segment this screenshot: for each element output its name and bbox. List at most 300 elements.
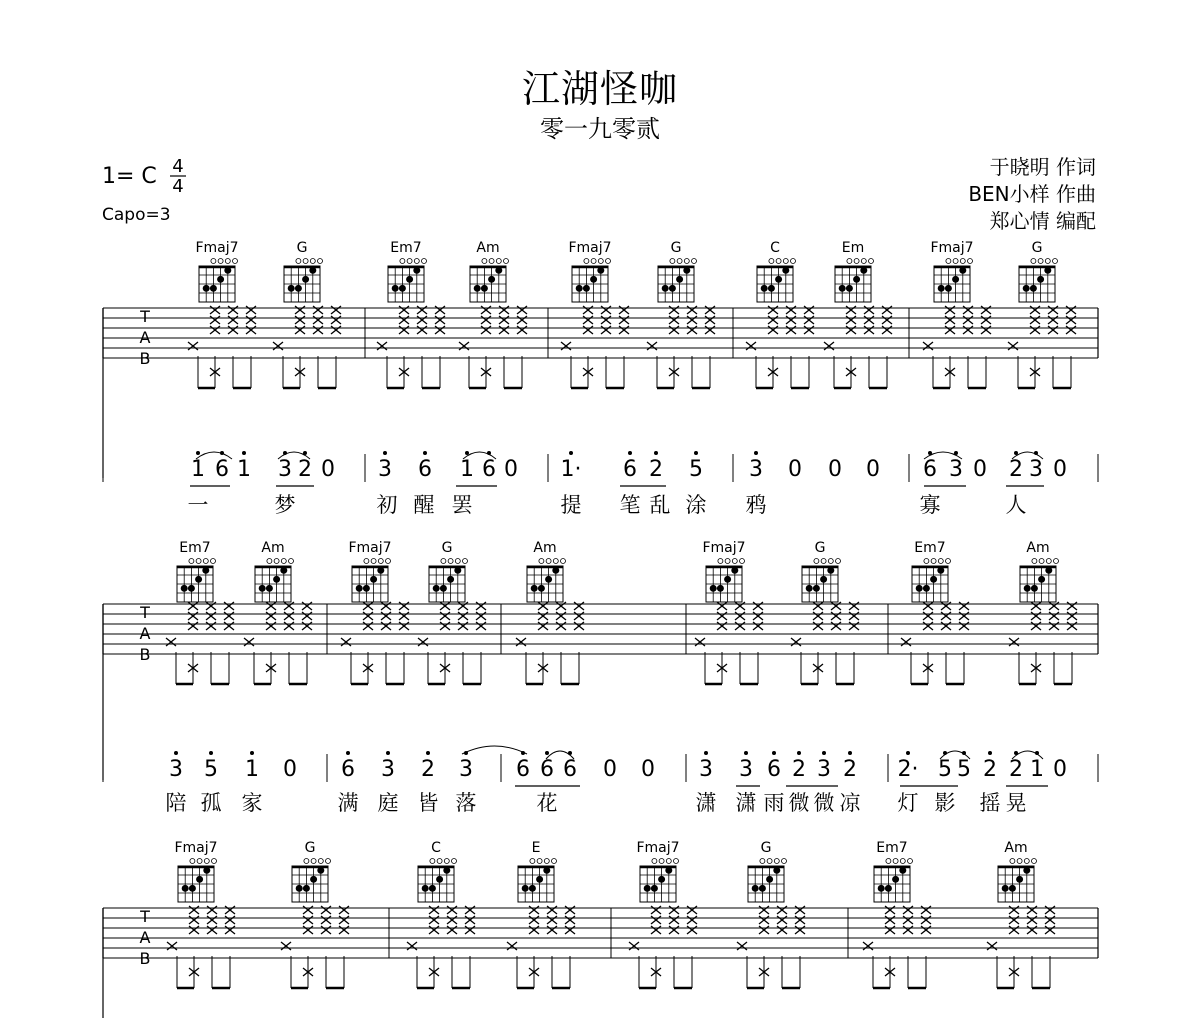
octave-dot (545, 751, 549, 755)
jianpu-note: 6 (923, 457, 937, 482)
open-string-marker (836, 559, 841, 564)
open-string-marker (189, 559, 194, 564)
chord-name: Am (261, 540, 285, 556)
open-string-marker (946, 259, 951, 264)
finger-dot (280, 567, 287, 574)
chord-diagram (702, 540, 745, 602)
open-string-marker (684, 259, 689, 264)
strum-mark (529, 926, 539, 934)
strum-mark (189, 906, 199, 914)
lyric-char: 潇 (695, 791, 717, 815)
bass-note-mark (281, 942, 291, 950)
tab-letter-b: B (139, 349, 151, 368)
bass-note-mark (561, 342, 571, 350)
bass-note-mark (166, 638, 176, 646)
strum-mark (565, 926, 575, 934)
bass-note-mark (987, 942, 997, 950)
jianpu-note: 6 (215, 457, 229, 482)
strum-mark (959, 622, 969, 630)
strum-mark (849, 612, 859, 620)
strum-mark (302, 602, 312, 610)
strum-mark (777, 906, 787, 914)
finger-dot (188, 585, 195, 592)
strum-mark (831, 602, 841, 610)
finger-dot (669, 285, 676, 292)
open-string-marker (489, 259, 494, 264)
finger-dot (1037, 276, 1044, 283)
open-string-marker (769, 259, 774, 264)
open-string-marker (386, 559, 391, 564)
strum-mark (959, 612, 969, 620)
strum-mark (963, 306, 973, 314)
strum-mark (786, 306, 796, 314)
strum-mark (963, 326, 973, 334)
strum-mark (959, 602, 969, 610)
chord-name: Em7 (876, 840, 908, 856)
finger-dot (266, 585, 273, 592)
strum-mark (1027, 916, 1037, 924)
finger-dot (370, 576, 377, 583)
finger-dot (644, 885, 651, 892)
strum-mark (687, 906, 697, 914)
octave-dot (383, 451, 387, 455)
strum-mark (465, 926, 475, 934)
lyric-char: 微 (813, 791, 835, 815)
jianpu-note: 0 (283, 757, 297, 782)
strum-mark (1048, 326, 1058, 334)
finger-dot (406, 276, 413, 283)
strum-mark (207, 926, 217, 934)
open-string-marker (606, 259, 611, 264)
finger-dot (959, 267, 966, 274)
strum-mark (228, 326, 238, 334)
strum-mark (687, 916, 697, 924)
finger-dot (665, 867, 672, 874)
jianpu-note: 2 (983, 757, 997, 782)
finger-dot (1002, 885, 1009, 892)
open-string-marker (869, 259, 874, 264)
open-string-marker (960, 259, 965, 264)
chord-name: Am (476, 240, 500, 256)
strum-mark (601, 316, 611, 324)
strum-mark (885, 916, 895, 924)
strum-mark (583, 316, 593, 324)
strum-mark (517, 326, 527, 334)
jianpu-note: 3 (459, 757, 473, 782)
finger-dot (1024, 585, 1031, 592)
strum-mark (339, 926, 349, 934)
finger-dot (731, 567, 738, 574)
open-string-marker (1039, 559, 1044, 564)
jianpu-note: 2 (843, 757, 857, 782)
chord-diagram (418, 840, 457, 902)
chord-name: C (770, 240, 780, 256)
strum-mark (945, 316, 955, 324)
finger-dot (590, 276, 597, 283)
octave-dot (988, 751, 992, 755)
strum-mark (753, 622, 763, 630)
finger-dot (189, 885, 196, 892)
strum-mark (717, 612, 727, 620)
finger-dot (522, 885, 529, 892)
tab-staff (103, 906, 1098, 988)
strum-mark (476, 612, 486, 620)
chord-diagram (470, 240, 509, 302)
chord-diagram (388, 240, 427, 302)
finger-dot (938, 285, 945, 292)
open-string-marker (267, 559, 272, 564)
strum-mark (440, 612, 450, 620)
bass-note-mark (516, 638, 526, 646)
open-string-marker (718, 559, 723, 564)
open-string-marker (311, 859, 316, 864)
open-string-marker (931, 559, 936, 564)
finger-dot (1044, 267, 1051, 274)
finger-dot (413, 267, 420, 274)
open-string-marker (670, 259, 675, 264)
finger-dot (839, 285, 846, 292)
strum-mark (945, 306, 955, 314)
strum-mark (735, 622, 745, 630)
tab-letter-b: B (139, 949, 151, 968)
strum-mark (921, 916, 931, 924)
strum-mark (1031, 622, 1041, 630)
strum-mark (583, 326, 593, 334)
jianpu-note: 1 (237, 457, 251, 482)
strum-mark (651, 906, 661, 914)
strum-mark (687, 926, 697, 934)
chord-name: Em7 (390, 240, 422, 256)
jianpu-note: 3 (381, 757, 395, 782)
open-string-marker (211, 559, 216, 564)
strum-mark (313, 316, 323, 324)
open-string-marker (1017, 859, 1022, 864)
bass-note-mark (1008, 342, 1018, 350)
strum-mark (363, 602, 373, 610)
open-string-marker (893, 859, 898, 864)
jianpu-note: 5 (689, 457, 703, 482)
open-string-marker (318, 859, 323, 864)
finger-dot (878, 885, 885, 892)
strum-mark (547, 906, 557, 914)
strum-mark (923, 612, 933, 620)
finger-dot (885, 885, 892, 892)
strum-mark (831, 622, 841, 630)
finger-dot (1023, 867, 1030, 874)
strum-mark (864, 306, 874, 314)
strum-mark (1030, 316, 1040, 324)
open-string-marker (203, 559, 208, 564)
strum-mark (206, 622, 216, 630)
chord-diagram (177, 540, 216, 602)
strum-mark (601, 326, 611, 334)
strum-mark (517, 306, 527, 314)
finger-dot (1023, 285, 1030, 292)
jianpu-note: 2 (421, 757, 435, 782)
lyric-char: 罢 (451, 493, 473, 517)
finger-dot (488, 276, 495, 283)
finger-dot (1031, 585, 1038, 592)
strum-mark (882, 316, 892, 324)
strum-mark (759, 916, 769, 924)
chord-name: Em7 (179, 540, 211, 556)
strum-mark (1009, 926, 1019, 934)
strum-mark (759, 926, 769, 934)
finger-dot (782, 267, 789, 274)
open-string-marker (414, 259, 419, 264)
strum-mark (864, 326, 874, 334)
finger-dot (440, 585, 447, 592)
open-string-marker (924, 559, 929, 564)
bass-note-mark (377, 342, 387, 350)
strum-mark (864, 316, 874, 324)
tab-staff (103, 602, 1098, 684)
strum-mark (210, 316, 220, 324)
jianpu-note: 0 (504, 457, 518, 482)
strum-mark (1067, 602, 1077, 610)
jianpu-note: 0 (1053, 457, 1067, 482)
strum-mark (795, 906, 805, 914)
strum-mark (885, 926, 895, 934)
strum-mark (786, 326, 796, 334)
strum-mark (399, 602, 409, 610)
strum-mark (705, 306, 715, 314)
chord-name: G (296, 240, 308, 256)
open-string-marker (552, 859, 557, 864)
chord-name: G (670, 240, 682, 256)
strum-mark (331, 326, 341, 334)
finger-dot (538, 585, 545, 592)
open-string-marker (828, 559, 833, 564)
strum-mark (1049, 622, 1059, 630)
composer-credit: BEN小样 作曲 (968, 182, 1096, 206)
strum-mark (266, 622, 276, 630)
finger-dot (447, 576, 454, 583)
strum-mark (601, 306, 611, 314)
bass-note-mark (244, 638, 254, 646)
chord-diagram (636, 840, 679, 902)
finger-dot (759, 885, 766, 892)
finger-dot (1038, 576, 1045, 583)
strum-mark (1048, 316, 1058, 324)
strum-mark (804, 326, 814, 334)
open-string-marker (659, 859, 664, 864)
finger-dot (310, 876, 317, 883)
jianpu-note: 0 (603, 757, 617, 782)
chord-name: G (441, 540, 453, 556)
tab-letter-t: T (140, 307, 150, 326)
finger-dot (288, 285, 295, 292)
strum-mark (846, 316, 856, 324)
strum-mark (481, 326, 491, 334)
finger-dot (210, 285, 217, 292)
strum-mark (669, 316, 679, 324)
strum-mark (207, 916, 217, 924)
strum-mark (529, 906, 539, 914)
finger-dot (676, 276, 683, 283)
finger-dot (945, 285, 952, 292)
open-string-marker (544, 859, 549, 864)
strum-mark (429, 926, 439, 934)
finger-dot (827, 567, 834, 574)
strum-mark (321, 916, 331, 924)
finger-dot (454, 567, 461, 574)
chord-name: G (304, 840, 316, 856)
finger-dot (195, 576, 202, 583)
lyric-char: 满 (337, 791, 359, 815)
strum-mark (246, 306, 256, 314)
finger-dot (813, 585, 820, 592)
strum-mark (777, 926, 787, 934)
octave-dot (772, 751, 776, 755)
jianpu-note: 3 (949, 457, 963, 482)
chord-name: Em7 (914, 540, 946, 556)
strum-mark (583, 306, 593, 314)
open-string-marker (1046, 559, 1051, 564)
strum-mark (687, 306, 697, 314)
lyric-char: 乱 (649, 493, 671, 517)
strum-mark (1009, 906, 1019, 914)
strum-mark (1045, 926, 1055, 934)
lyricist-credit: 于晓明 作词 (989, 155, 1096, 179)
chord-diagram (518, 840, 557, 902)
strum-mark (210, 326, 220, 334)
open-string-marker (407, 259, 412, 264)
strum-mark (687, 316, 697, 324)
open-string-marker (196, 559, 201, 564)
strum-mark (435, 326, 445, 334)
strum-mark (302, 612, 312, 620)
finger-dot (806, 585, 813, 592)
strum-mark (517, 316, 527, 324)
chord-diagram (998, 840, 1037, 902)
strum-mark (529, 916, 539, 924)
strum-mark (381, 622, 391, 630)
lyric-char: 提 (560, 493, 582, 517)
chord-name: Am (533, 540, 557, 556)
strum-mark (499, 306, 509, 314)
strum-mark (768, 326, 778, 334)
finger-dot (399, 285, 406, 292)
finger-dot (651, 885, 658, 892)
bass-note-mark (737, 942, 747, 950)
strum-mark (795, 916, 805, 924)
finger-dot (552, 567, 559, 574)
strum-mark (295, 306, 305, 314)
octave-dot (569, 451, 573, 455)
open-string-marker (900, 859, 905, 864)
jianpu-note: 2 (1009, 757, 1023, 782)
chord-name: Fmaj7 (195, 240, 239, 256)
strum-mark (331, 306, 341, 314)
octave-dot (346, 751, 350, 755)
open-string-marker (666, 859, 671, 864)
strum-mark (189, 916, 199, 924)
finger-dot (576, 285, 583, 292)
strum-mark (284, 622, 294, 630)
strum-mark (849, 622, 859, 630)
open-string-marker (1024, 859, 1029, 864)
chord-name: Fmaj7 (636, 840, 680, 856)
chord-name: Fmaj7 (348, 540, 392, 556)
octave-dot (174, 751, 178, 755)
finger-dot (937, 567, 944, 574)
strum-mark (882, 306, 892, 314)
strum-mark (313, 306, 323, 314)
capo-label: Capo=3 (102, 205, 171, 225)
strum-mark (565, 906, 575, 914)
notation-row (103, 751, 1098, 815)
jianpu-note: 5 (938, 757, 952, 782)
finger-dot (543, 867, 550, 874)
strum-mark (941, 622, 951, 630)
octave-dot (822, 751, 826, 755)
strum-mark (476, 602, 486, 610)
finger-dot (662, 285, 669, 292)
open-string-marker (946, 559, 951, 564)
open-string-marker (318, 259, 323, 264)
strum-mark (339, 916, 349, 924)
open-string-marker (938, 559, 943, 564)
strum-mark (768, 306, 778, 314)
octave-dot (250, 751, 254, 755)
finger-dot (1009, 885, 1016, 892)
strum-mark (295, 316, 305, 324)
finger-dot (952, 276, 959, 283)
bass-note-mark (418, 638, 428, 646)
strum-mark (188, 622, 198, 630)
strum-mark (225, 906, 235, 914)
open-string-marker (212, 859, 217, 864)
finger-dot (768, 285, 775, 292)
strum-mark (435, 316, 445, 324)
lyric-char: 涂 (685, 493, 707, 517)
octave-dot (654, 451, 658, 455)
jianpu-note: 2 (792, 757, 806, 782)
strum-mark (882, 326, 892, 334)
jianpu-note: 2 (298, 457, 312, 482)
finger-dot (295, 285, 302, 292)
strum-mark (753, 612, 763, 620)
finger-dot (217, 276, 224, 283)
strum-mark (538, 602, 548, 610)
jianpu-note: 1 (191, 457, 205, 482)
strum-mark (849, 602, 859, 610)
lyric-char: 家 (241, 791, 263, 815)
jianpu-note: 2 (649, 457, 663, 482)
strum-mark (813, 612, 823, 620)
chord-name: G (760, 840, 772, 856)
strum-mark (717, 622, 727, 630)
finger-dot (773, 867, 780, 874)
tab-letter-a: A (139, 928, 151, 947)
bass-note-mark (341, 638, 351, 646)
jianpu-note: 1· (560, 457, 582, 482)
strum-mark (447, 926, 457, 934)
notation-row (103, 451, 1098, 517)
open-string-marker (953, 259, 958, 264)
strum-mark (228, 316, 238, 324)
song-title: 江湖怪咖 (521, 67, 678, 111)
open-string-marker (441, 559, 446, 564)
chord-name: Fmaj7 (930, 240, 974, 256)
open-string-marker (783, 259, 788, 264)
jianpu-note: 0 (1053, 757, 1067, 782)
lyric-char: 鸦 (745, 493, 767, 517)
strum-mark (246, 316, 256, 324)
open-string-marker (886, 859, 891, 864)
lyric-char: 寡 (919, 493, 941, 517)
